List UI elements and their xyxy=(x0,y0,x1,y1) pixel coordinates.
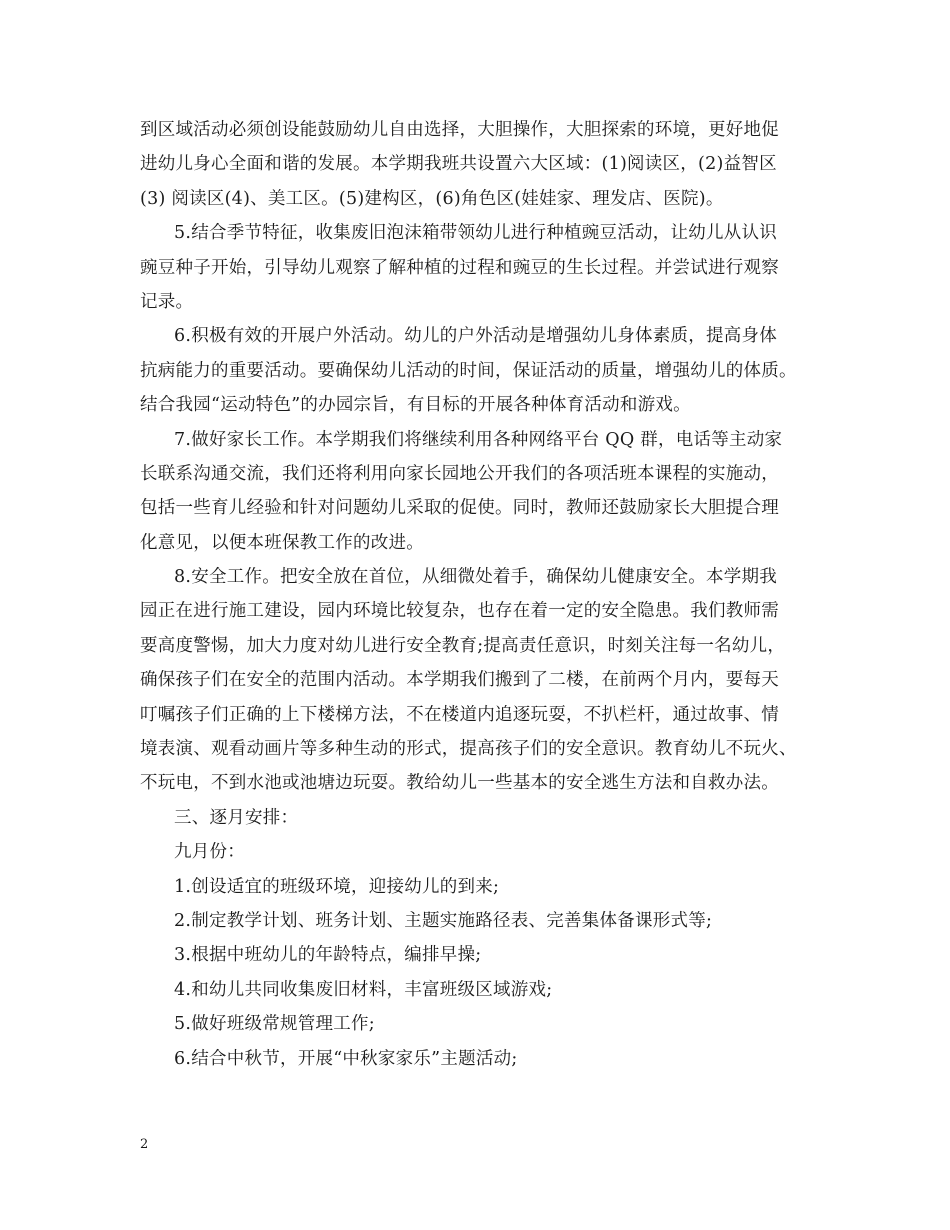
text-line: 长联系沟通交流，我们还将利用向家长园地公开我们的各项活班本课程的实施动， xyxy=(140,463,779,484)
text-line: 叮嘱孩子们正确的上下楼梯方法，不在楼道内追逐玩耍，不扒栏杆，通过故事、情 xyxy=(140,704,779,725)
text-line: (3) 阅读区(4)、美工区。(5)建构区，(6)角色区(娃娃家、理发店、医院)。 xyxy=(140,188,724,209)
text-line: 九月份： xyxy=(174,842,245,863)
text-line: 确保孩子们在安全的范围内活动。本学期我们搬到了二楼，在前两个月内，要每天 xyxy=(140,670,779,691)
text-line: 抗病能力的重要活动。要确保幼儿活动的时间，保证活动的质量，增强幼儿的体质。 xyxy=(140,360,797,381)
text-line: 进幼儿身心全面和谐的发展。本学期我班共设置六大区域：(1)阅读区，(2)益智区 xyxy=(140,154,777,175)
text-line: 豌豆种子开始，引导幼儿观察了解种植的过程和豌豆的生长过程。并尝试进行观察 xyxy=(140,257,779,278)
text-line: 5.结合季节特征，收集废旧泡沫箱带领幼儿进行种植豌豆活动，让幼儿从认识 xyxy=(174,223,777,244)
text-line: 1.创设适宜的班级环境，迎接幼儿的到来; xyxy=(174,876,500,897)
text-line: 园正在进行施工建设，园内环境比较复杂，也存在着一定的安全隐患。我们教师需 xyxy=(140,601,779,622)
text-line: 化意见，以便本班保教工作的改进。 xyxy=(140,532,424,553)
text-line: 到区域活动必须创设能鼓励幼儿自由选择，大胆操作，大胆探索的环境，更好地促 xyxy=(140,120,779,140)
text-line: 5.做好班级常规管理工作; xyxy=(174,1014,375,1035)
body-text xyxy=(140,113,812,1076)
text-line: 3.根据中班幼儿的年龄特点，编排早操; xyxy=(174,945,482,966)
text-line: 4.和幼儿共同收集废旧材料，丰富班级区域游戏; xyxy=(174,979,553,1000)
text-line: 结合我园“运动特色”的办园宗旨，有目标的开展各种体育活动和游戏。 xyxy=(140,395,691,416)
text-line: 6.积极有效的开展户外活动。幼儿的户外活动是增强幼儿身体素质，提高身体 xyxy=(174,326,777,347)
text-line: 8.安全工作。把安全放在首位，从细微处着手，确保幼儿健康安全。本学期我 xyxy=(174,567,777,588)
text-line: 2.制定教学计划、班务计划、主题实施路径表、完善集体备课形式等; xyxy=(174,910,713,931)
text-line: 要高度警惕，加大力度对幼儿进行安全教育;提高责任意识，时刻关注每一名幼儿， xyxy=(140,635,786,656)
text-line: 三、逐月安排： xyxy=(174,807,299,828)
page-number: 2 xyxy=(140,1137,149,1152)
text-line: 记录。 xyxy=(140,291,194,312)
text-line: 6.结合中秋节，开展“中秋家家乐”主题活动; xyxy=(174,1048,518,1069)
text-line: 包括一些育儿经验和针对问题幼儿采取的促使。同时，教师还鼓励家长大胆提合理 xyxy=(140,498,779,519)
text-line: 不玩电，不到水池或池塘边玩耍。教给幼儿一些基本的安全逃生方法和自救办法。 xyxy=(140,773,779,794)
text-line: 境表演、观看动画片等多种生动的形式，提高孩子们的安全意识。教育幼儿不玩火、 xyxy=(140,739,797,760)
text-line: 7.做好家长工作。本学期我们将继续利用各种网络平台 QQ 群，电话等主动家 xyxy=(174,429,783,450)
